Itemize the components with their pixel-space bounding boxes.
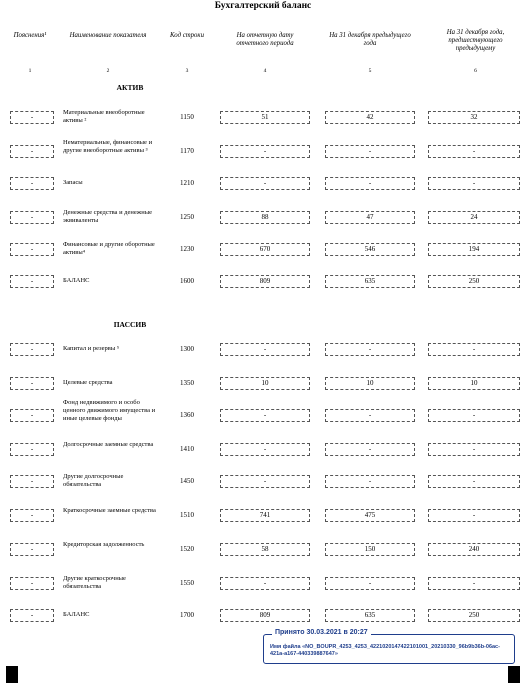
line-code: 1600 bbox=[180, 277, 194, 285]
line-code: 1170 bbox=[180, 147, 194, 155]
value-current: 741 bbox=[220, 509, 310, 522]
line-name: Другие долгосрочные обязательства bbox=[63, 473, 124, 488]
page-title: Бухгалтерский баланс bbox=[214, 1, 312, 11]
colnum-2: 2 bbox=[106, 68, 110, 74]
note-cell: - bbox=[10, 343, 54, 356]
value-prev-prev-year: 32 bbox=[428, 111, 520, 124]
value-prev-year: 47 bbox=[325, 211, 415, 224]
value-prev-year: 150 bbox=[325, 543, 415, 556]
line-name: Материальные внеоборотные активы ² bbox=[63, 109, 145, 124]
value-prev-year: 635 bbox=[325, 609, 415, 622]
note-cell: - bbox=[10, 377, 54, 390]
value-prev-year: - bbox=[325, 577, 415, 590]
line-name: Краткосрочные заемные средства bbox=[63, 507, 156, 514]
line-name: Нематериальные, финансовые и другие внеоборотные активы ³ bbox=[63, 139, 153, 154]
liability-row bbox=[0, 504, 526, 538]
value-prev-prev-year: - bbox=[428, 577, 520, 590]
corner-marker-right bbox=[508, 666, 520, 683]
note-cell: - bbox=[10, 145, 54, 158]
value-prev-year: 635 bbox=[325, 275, 415, 288]
line-name: БАЛАНС bbox=[63, 277, 90, 284]
value-current: 670 bbox=[220, 243, 310, 256]
value-prev-prev-year: - bbox=[428, 443, 520, 456]
header-prev-prev-year: На 31 декабря года, предшествующего предыдущему bbox=[446, 29, 505, 52]
liability-row bbox=[0, 399, 526, 438]
value-prev-year: 10 bbox=[325, 377, 415, 390]
value-prev-prev-year: 250 bbox=[428, 609, 520, 622]
value-current: 10 bbox=[220, 377, 310, 390]
note-cell: - bbox=[10, 275, 54, 288]
value-prev-year: 546 bbox=[325, 243, 415, 256]
value-prev-prev-year: - bbox=[428, 509, 520, 522]
asset-row bbox=[0, 140, 526, 174]
line-code: 1210 bbox=[180, 179, 194, 187]
value-prev-year: 42 bbox=[325, 111, 415, 124]
asset-row bbox=[0, 172, 526, 206]
value-prev-year: - bbox=[325, 145, 415, 158]
line-name: Запасы bbox=[63, 179, 83, 186]
corner-marker-left bbox=[6, 666, 18, 683]
line-code: 1510 bbox=[180, 511, 194, 519]
value-current: - bbox=[220, 577, 310, 590]
liability-row bbox=[0, 538, 526, 572]
line-code: 1250 bbox=[180, 213, 194, 221]
line-code: 1410 bbox=[180, 445, 194, 453]
colnum-5: 5 bbox=[368, 68, 372, 74]
colnum-4: 4 bbox=[263, 68, 267, 74]
value-prev-year: - bbox=[325, 177, 415, 190]
value-prev-prev-year: 10 bbox=[428, 377, 520, 390]
line-code: 1300 bbox=[180, 345, 194, 353]
line-name: Финансовые и другие оборотные активы⁴ bbox=[63, 241, 155, 256]
value-prev-prev-year: - bbox=[428, 145, 520, 158]
stamp-filename: Имя файла «NO_BOUPR_4253_4253_4221020147422101001_20210330_96b9b36b-06ac-421a-a167-440339887647» bbox=[270, 644, 500, 657]
acceptance-stamp bbox=[263, 629, 515, 664]
note-cell: - bbox=[10, 177, 54, 190]
value-prev-prev-year: - bbox=[428, 343, 520, 356]
value-prev-year: 475 bbox=[325, 509, 415, 522]
note-cell: - bbox=[10, 609, 54, 622]
section-assets: АКТИВ bbox=[116, 83, 144, 92]
colnum-3: 3 bbox=[185, 68, 189, 74]
line-code: 1230 bbox=[180, 245, 194, 253]
line-code: 1350 bbox=[180, 379, 194, 387]
note-cell: - bbox=[10, 577, 54, 590]
value-prev-prev-year: - bbox=[428, 177, 520, 190]
value-prev-prev-year: 194 bbox=[428, 243, 520, 256]
liability-row bbox=[0, 572, 526, 606]
note-cell: - bbox=[10, 509, 54, 522]
line-code: 1550 bbox=[180, 579, 194, 587]
note-cell: - bbox=[10, 111, 54, 124]
line-name: Денежные средства и денежные эквиваленты bbox=[63, 209, 152, 224]
note-cell: - bbox=[10, 543, 54, 556]
colnum-1: 1 bbox=[28, 68, 32, 74]
line-code: 1520 bbox=[180, 545, 194, 553]
liability-row bbox=[0, 604, 526, 638]
value-prev-prev-year: - bbox=[428, 409, 520, 422]
liability-row bbox=[0, 338, 526, 372]
header-notes: Пояснения¹ bbox=[13, 32, 47, 39]
value-current: - bbox=[220, 343, 310, 356]
line-code: 1360 bbox=[180, 411, 194, 419]
value-current: - bbox=[220, 409, 310, 422]
line-code: 1700 bbox=[180, 611, 194, 619]
value-current: - bbox=[220, 443, 310, 456]
line-name: Кредиторская задолженность bbox=[63, 541, 145, 548]
liability-row bbox=[0, 470, 526, 504]
line-name: Долгосрочные заемные средства bbox=[63, 441, 154, 448]
line-code: 1150 bbox=[180, 113, 194, 121]
line-name: Капитал и резервы ⁵ bbox=[63, 345, 120, 352]
value-current: - bbox=[220, 475, 310, 488]
asset-row bbox=[0, 238, 526, 272]
value-current: 809 bbox=[220, 609, 310, 622]
value-current: 809 bbox=[220, 275, 310, 288]
value-prev-prev-year: 250 bbox=[428, 275, 520, 288]
note-cell: - bbox=[10, 443, 54, 456]
value-prev-prev-year: 240 bbox=[428, 543, 520, 556]
asset-row bbox=[0, 106, 526, 140]
note-cell: - bbox=[10, 475, 54, 488]
value-current: - bbox=[220, 177, 310, 190]
header-prev-year: На 31 декабря предыдущего года bbox=[329, 32, 411, 47]
note-cell: - bbox=[10, 211, 54, 224]
header-current: На отчетную дату отчетного периода bbox=[236, 32, 294, 47]
value-prev-prev-year: - bbox=[428, 475, 520, 488]
section-liabilities: ПАССИВ bbox=[113, 320, 147, 329]
value-prev-year: - bbox=[325, 409, 415, 422]
liability-row bbox=[0, 438, 526, 472]
value-prev-year: - bbox=[325, 443, 415, 456]
value-prev-year: - bbox=[325, 475, 415, 488]
value-prev-year: - bbox=[325, 343, 415, 356]
line-code: 1450 bbox=[180, 477, 194, 485]
note-cell: - bbox=[10, 409, 54, 422]
asset-row bbox=[0, 206, 526, 240]
header-code: Код строки bbox=[170, 32, 205, 39]
note-cell: - bbox=[10, 243, 54, 256]
header-name: Наименование показателя bbox=[69, 32, 147, 39]
value-current: 58 bbox=[220, 543, 310, 556]
line-name: Фонд недвижимого и особо ценного движимого имущества и иные целевые фонды bbox=[63, 399, 156, 422]
stamp-title: Принято 30.03.2021 в 20:27 bbox=[272, 629, 371, 636]
line-name: Другие краткосрочные обязательства bbox=[63, 575, 126, 590]
value-current: 51 bbox=[220, 111, 310, 124]
value-current: - bbox=[220, 145, 310, 158]
colnum-6: 6 bbox=[474, 68, 477, 74]
line-name: Целевые средства bbox=[63, 379, 113, 386]
value-prev-prev-year: 24 bbox=[428, 211, 520, 224]
value-current: 88 bbox=[220, 211, 310, 224]
asset-row bbox=[0, 270, 526, 304]
line-name: БАЛАНС bbox=[63, 611, 90, 618]
